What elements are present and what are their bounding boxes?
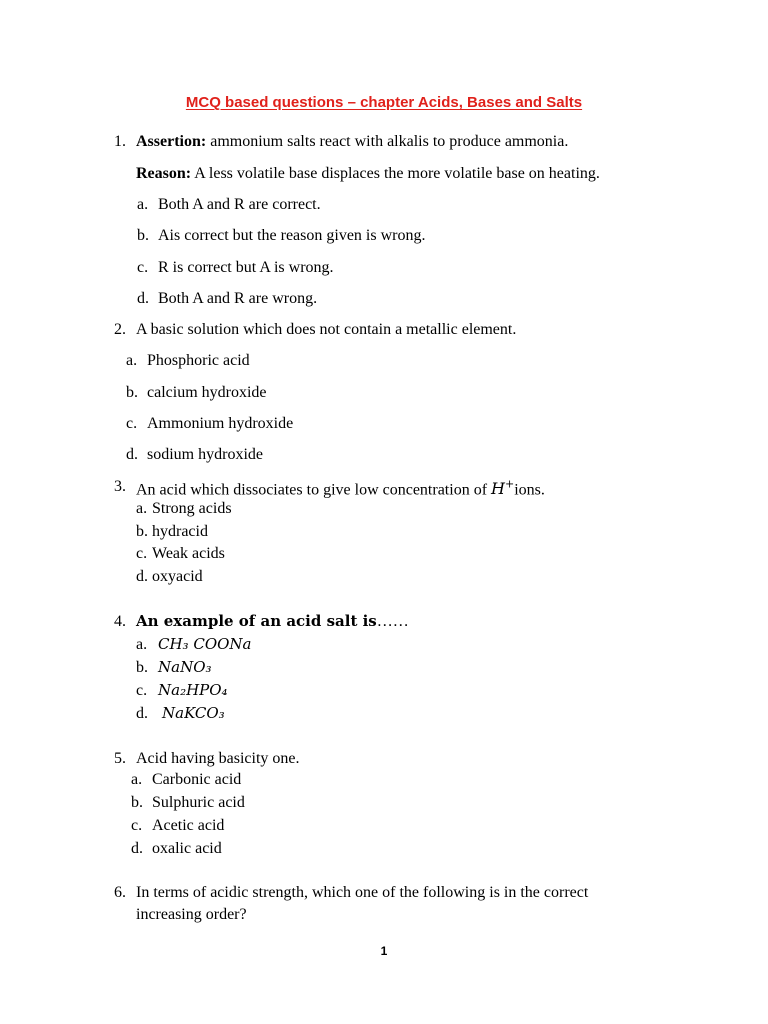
assertion-text: ammonium salts react with alkalis to produce ammonia.: [206, 133, 569, 150]
option-letter: b.: [136, 523, 148, 540]
option-text: calcium hydroxide: [147, 384, 267, 401]
option-letter: a.: [136, 636, 148, 653]
question-1-reason: [136, 166, 600, 182]
question-5-text: Acid having basicity one.: [136, 750, 300, 767]
question-6-text-line-1: In terms of acidic strength, which one of the following is in the correct: [136, 884, 589, 901]
option-letter: b.: [131, 794, 143, 811]
option-letter: d.: [131, 840, 143, 857]
option-text: Ammonium hydroxide: [147, 415, 294, 432]
question-3-text: [136, 479, 545, 498]
hydrogen-ion: [491, 479, 514, 498]
ion-symbol: H: [491, 479, 505, 499]
option-text: oxalic acid: [152, 840, 222, 857]
option-text: Weak acids: [152, 545, 225, 562]
question-4-stem: An example of an acid salt is: [136, 612, 377, 630]
option-letter: a.: [137, 196, 149, 213]
option-letter: a.: [126, 352, 138, 369]
question-number: 5.: [114, 750, 126, 767]
option-letter: a.: [131, 771, 143, 788]
option-text: Sulphuric acid: [152, 794, 245, 811]
option-letter: a.: [136, 500, 148, 517]
question-4-text: [136, 614, 409, 630]
option-text: Carbonic acid: [152, 771, 242, 788]
option-text: Ais correct but the reason given is wrong.: [158, 227, 426, 244]
question-3-text-after: ions.: [514, 481, 545, 499]
option-letter: b.: [136, 659, 148, 676]
page-title: MCQ based questions – chapter Acids, Bases and Salts: [185, 94, 583, 111]
option-letter: c.: [136, 545, 148, 562]
option-letter: d.: [136, 705, 148, 722]
assertion-label: Assertion:: [136, 133, 207, 150]
reason-text: A less volatile base displaces the more volatile base on heating.: [191, 165, 600, 182]
option-formula: Na₂HPO₄: [158, 681, 228, 699]
question-4-ellipsis: ……: [376, 613, 409, 630]
ion-charge: +: [504, 478, 515, 491]
option-text: Both A and R are wrong.: [158, 290, 318, 307]
option-letter: d.: [137, 290, 149, 307]
option-letter: d.: [126, 446, 138, 463]
option-text: oxyacid: [152, 568, 203, 585]
question-3-text-before: An acid which dissociates to give low concentration of: [136, 481, 492, 499]
option-letter: b.: [126, 384, 138, 401]
question-number: 2.: [114, 321, 126, 338]
reason-label: Reason:: [136, 165, 192, 182]
page-number: 1: [380, 944, 388, 958]
question-number: 3.: [114, 478, 126, 495]
option-letter: d.: [136, 568, 148, 585]
option-text: Phosphoric acid: [147, 352, 250, 369]
option-text: hydracid: [152, 523, 208, 540]
question-1-assertion: [136, 134, 568, 150]
option-text: R is correct but A is wrong.: [158, 259, 334, 276]
option-text: Both A and R are correct.: [158, 196, 321, 213]
option-letter: c.: [131, 817, 143, 834]
question-2-text: A basic solution which does not contain a metallic element.: [136, 321, 517, 338]
option-letter: c.: [126, 415, 138, 432]
option-formula: NaKCO₃: [162, 704, 225, 722]
option-letter: b.: [137, 227, 149, 244]
question-number: 6.: [114, 884, 126, 901]
option-letter: c.: [136, 682, 148, 699]
option-text: Acetic acid: [152, 817, 225, 834]
option-letter: c.: [137, 259, 149, 276]
option-text: Strong acids: [152, 500, 232, 517]
question-number: 4.: [114, 613, 126, 630]
option-text: sodium hydroxide: [147, 446, 263, 463]
question-6-text-line-2: increasing order?: [136, 906, 247, 923]
option-formula: CH₃ COONa: [158, 635, 252, 653]
option-formula: NaNO₃: [158, 658, 212, 676]
question-number: 1.: [114, 133, 126, 150]
